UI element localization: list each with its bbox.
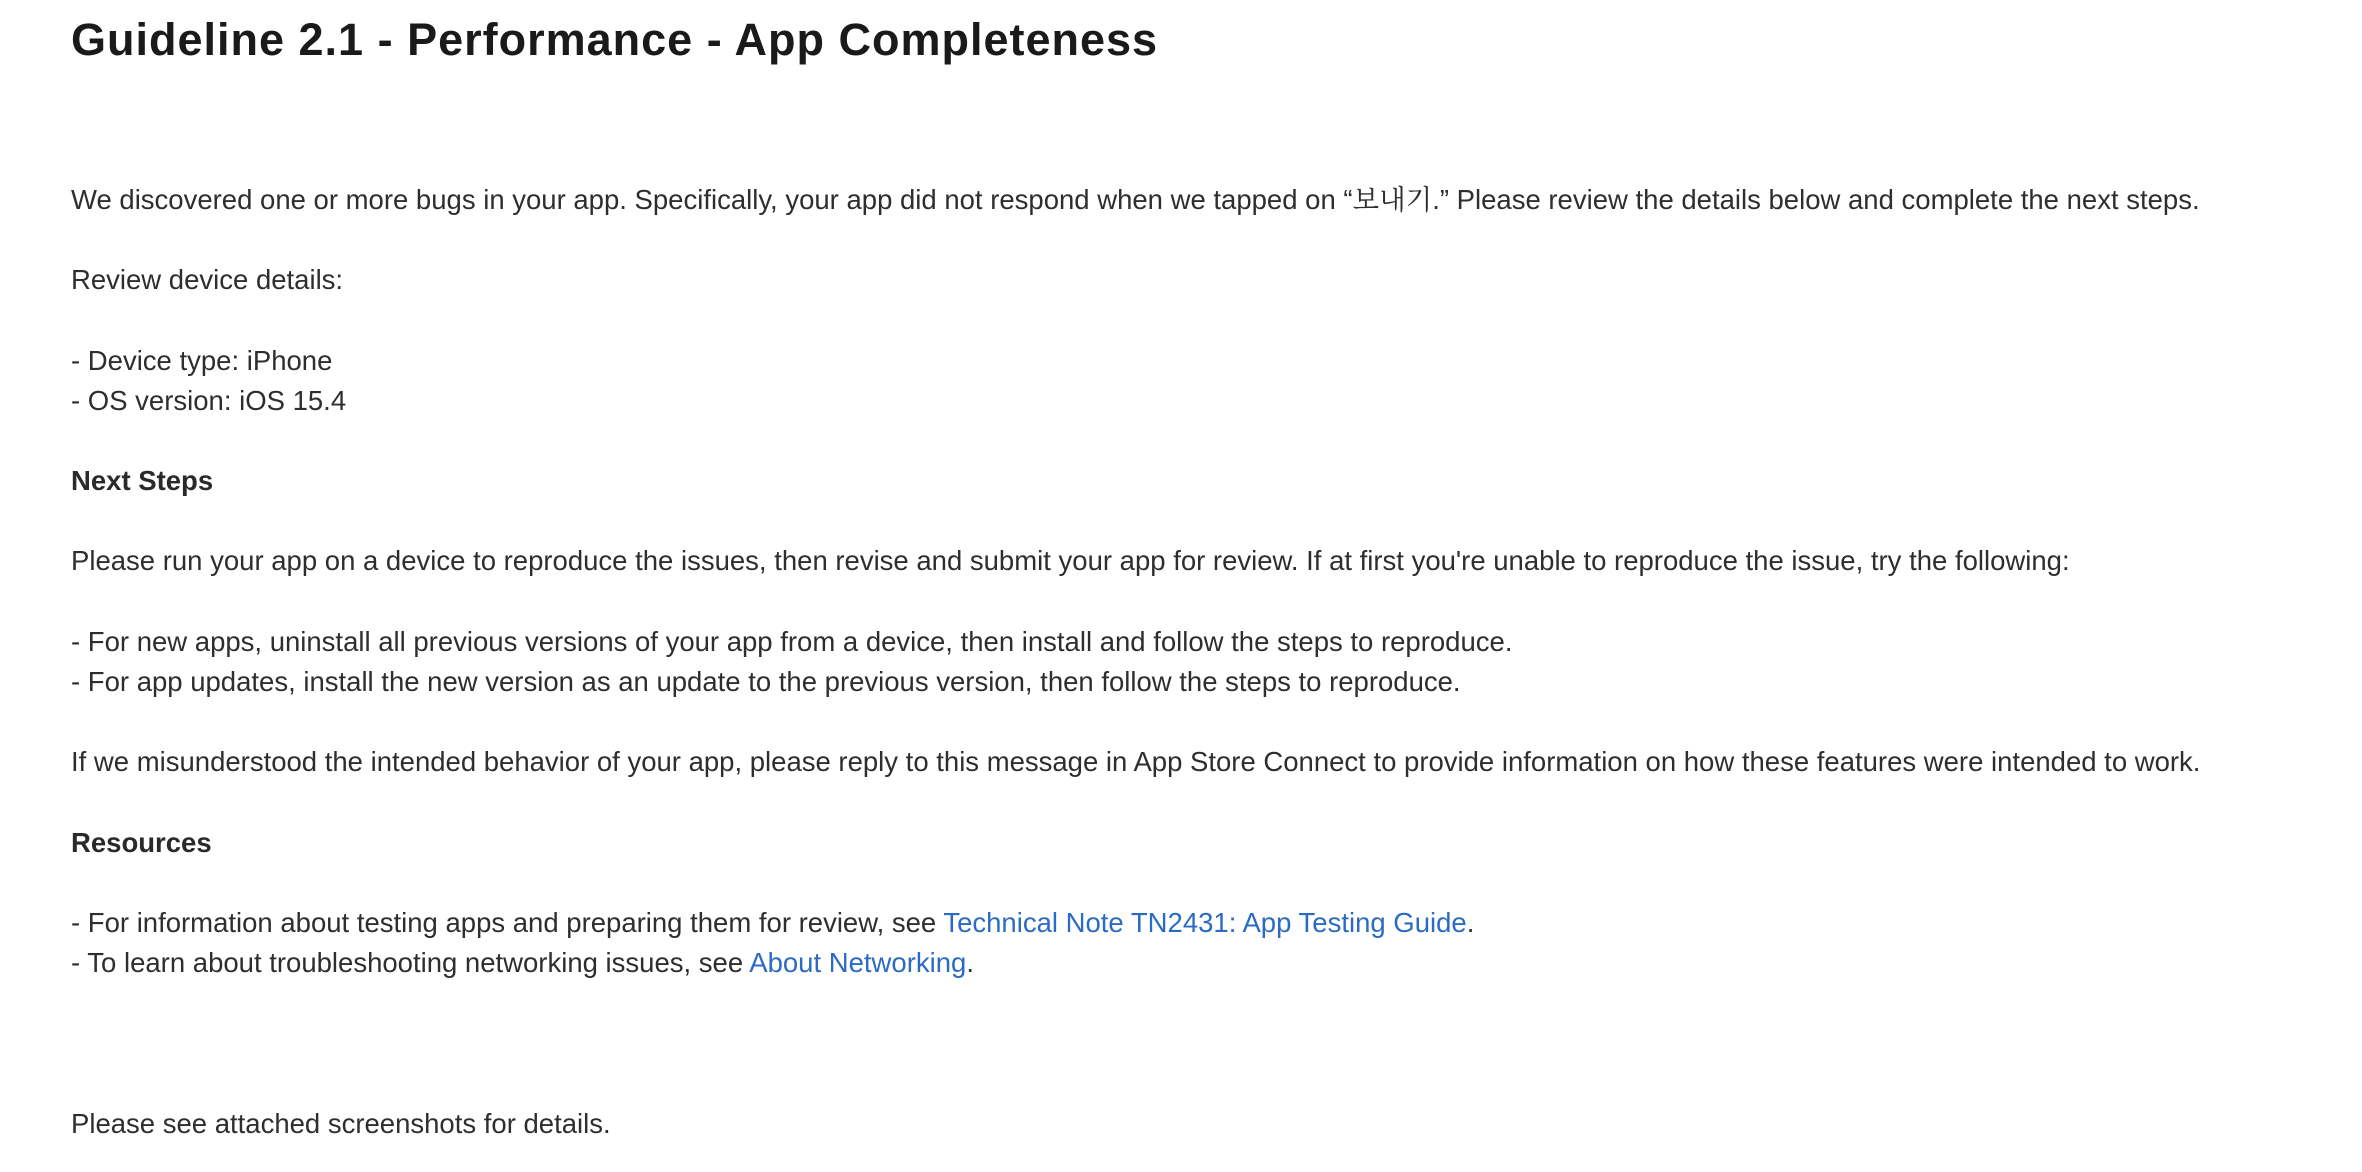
next-steps-instruction: Please run your app on a device to reproduce the issues, then revise and submit your app for review. If at first you're unable to reproduce the issue, try the following: bbox=[71, 545, 2070, 576]
about-networking-link[interactable]: About Networking bbox=[749, 947, 967, 978]
app-testing-guide-link[interactable]: Technical Note TN2431: App Testing Guide bbox=[943, 907, 1467, 938]
resources-heading: Resources bbox=[71, 827, 212, 858]
new-apps-item: - For new apps, uninstall all previous versions of your app from a device, then install and follow the steps to reproduce. bbox=[71, 626, 1513, 657]
next-steps-heading: Next Steps bbox=[71, 465, 214, 496]
device-type-item: - Device type: iPhone bbox=[71, 345, 333, 376]
testing-resource-prefix: - For information about testing apps and preparing them for review, see bbox=[71, 907, 944, 938]
app-updates-item: - For app updates, install the new version as an update to the previous version, then follow the steps to reproduce. bbox=[71, 666, 1461, 697]
networking-resource-item bbox=[71, 943, 974, 983]
page-title: Guideline 2.1 - Performance - App Completeness bbox=[71, 14, 1159, 65]
intro-paragraph: We discovered one or more bugs in your app. Specifically, your app did not respond when we tapped on “보내기.” Please review the details below and complete the next steps. bbox=[71, 184, 2200, 215]
os-version-item: - OS version: iOS 15.4 bbox=[71, 385, 347, 416]
networking-resource-prefix: - To learn about troubleshooting networking issues, see bbox=[71, 947, 750, 978]
testing-resource-suffix: . bbox=[1466, 907, 1475, 938]
footer-note: Please see attached screenshots for details. bbox=[71, 1108, 611, 1139]
device-details-heading: Review device details: bbox=[71, 264, 344, 295]
misunderstood-paragraph: If we misunderstood the intended behavior of your app, please reply to this message in App Store Connect to provide information on how these features were intended to work. bbox=[71, 746, 2201, 777]
networking-resource-suffix: . bbox=[966, 947, 974, 978]
testing-resource-item bbox=[71, 903, 1474, 943]
